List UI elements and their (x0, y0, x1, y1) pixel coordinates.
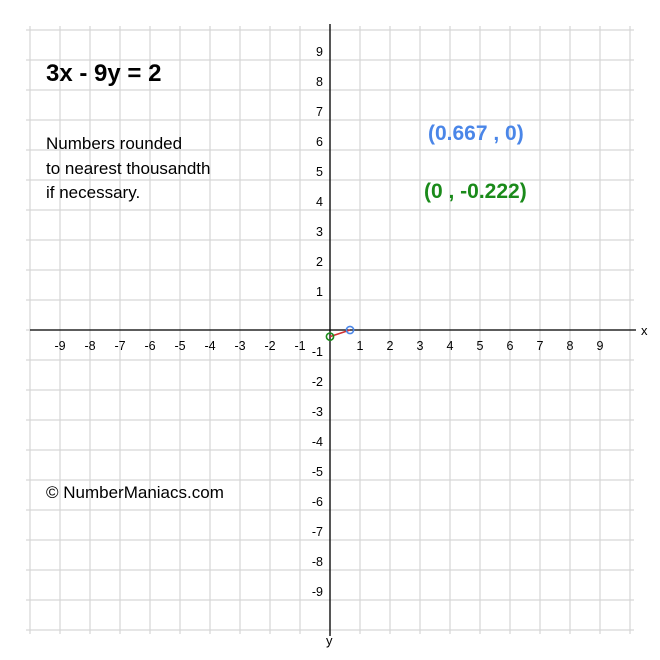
x-tick-label: 8 (566, 339, 574, 353)
x-tick-label: -3 (234, 339, 246, 353)
x-tick-label: 6 (506, 339, 514, 353)
rounding-note (46, 132, 210, 206)
x-tick-label: 2 (386, 339, 394, 353)
y-tick-label: -6 (311, 495, 323, 509)
y-tick-label: -9 (311, 585, 323, 599)
y-intercept-label: (0 , -0.222) (424, 180, 527, 203)
axes (30, 24, 636, 636)
y-tick-label: -1 (311, 345, 323, 359)
x-tick-label: -6 (144, 339, 156, 353)
x-tick-label: -8 (84, 339, 96, 353)
x-tick-label: 7 (536, 339, 544, 353)
x-tick-label: 3 (416, 339, 424, 353)
y-tick-label: 7 (316, 105, 323, 119)
y-tick-label: -3 (311, 405, 323, 419)
y-tick-label: 5 (316, 165, 323, 179)
y-tick-label: -5 (311, 465, 323, 479)
y-tick-label: -4 (311, 435, 323, 449)
y-tick-label: 3 (316, 225, 323, 239)
rounding-note-line: Numbers rounded (46, 134, 183, 153)
y-tick-label: 9 (316, 45, 323, 59)
x-tick-label: -4 (204, 339, 216, 353)
x-tick-label: -2 (264, 339, 276, 353)
x-tick-label: -1 (294, 339, 306, 353)
x-tick-label: 4 (446, 339, 454, 353)
y-tick-label: 2 (316, 255, 323, 269)
y-tick-label: 1 (316, 285, 323, 299)
x-tick-label: 9 (596, 339, 604, 353)
equation-title: 3x - 9y = 2 (46, 60, 162, 87)
y-tick-label: -2 (311, 375, 323, 389)
y-tick-label: 8 (316, 75, 323, 89)
y-tick-label: 4 (316, 195, 323, 209)
y-axis-label: y (326, 633, 333, 648)
x-tick-label: 1 (356, 339, 364, 353)
y-tick-label: -8 (311, 555, 323, 569)
y-tick-label: -7 (311, 525, 323, 539)
x-tick-label: 5 (476, 339, 484, 353)
x-tick-label: -7 (114, 339, 126, 353)
x-intercept-label: (0.667 , 0) (428, 122, 524, 145)
rounding-note-line: if necessary. (46, 183, 141, 202)
x-tick-label: -5 (174, 339, 186, 353)
y-tick-label: 6 (316, 135, 323, 149)
rounding-note-line: to nearest thousandth (46, 158, 211, 178)
x-tick-label: -9 (54, 339, 66, 353)
x-axis-label: x (641, 323, 648, 338)
copyright-text: © NumberManiacs.com (46, 483, 224, 502)
